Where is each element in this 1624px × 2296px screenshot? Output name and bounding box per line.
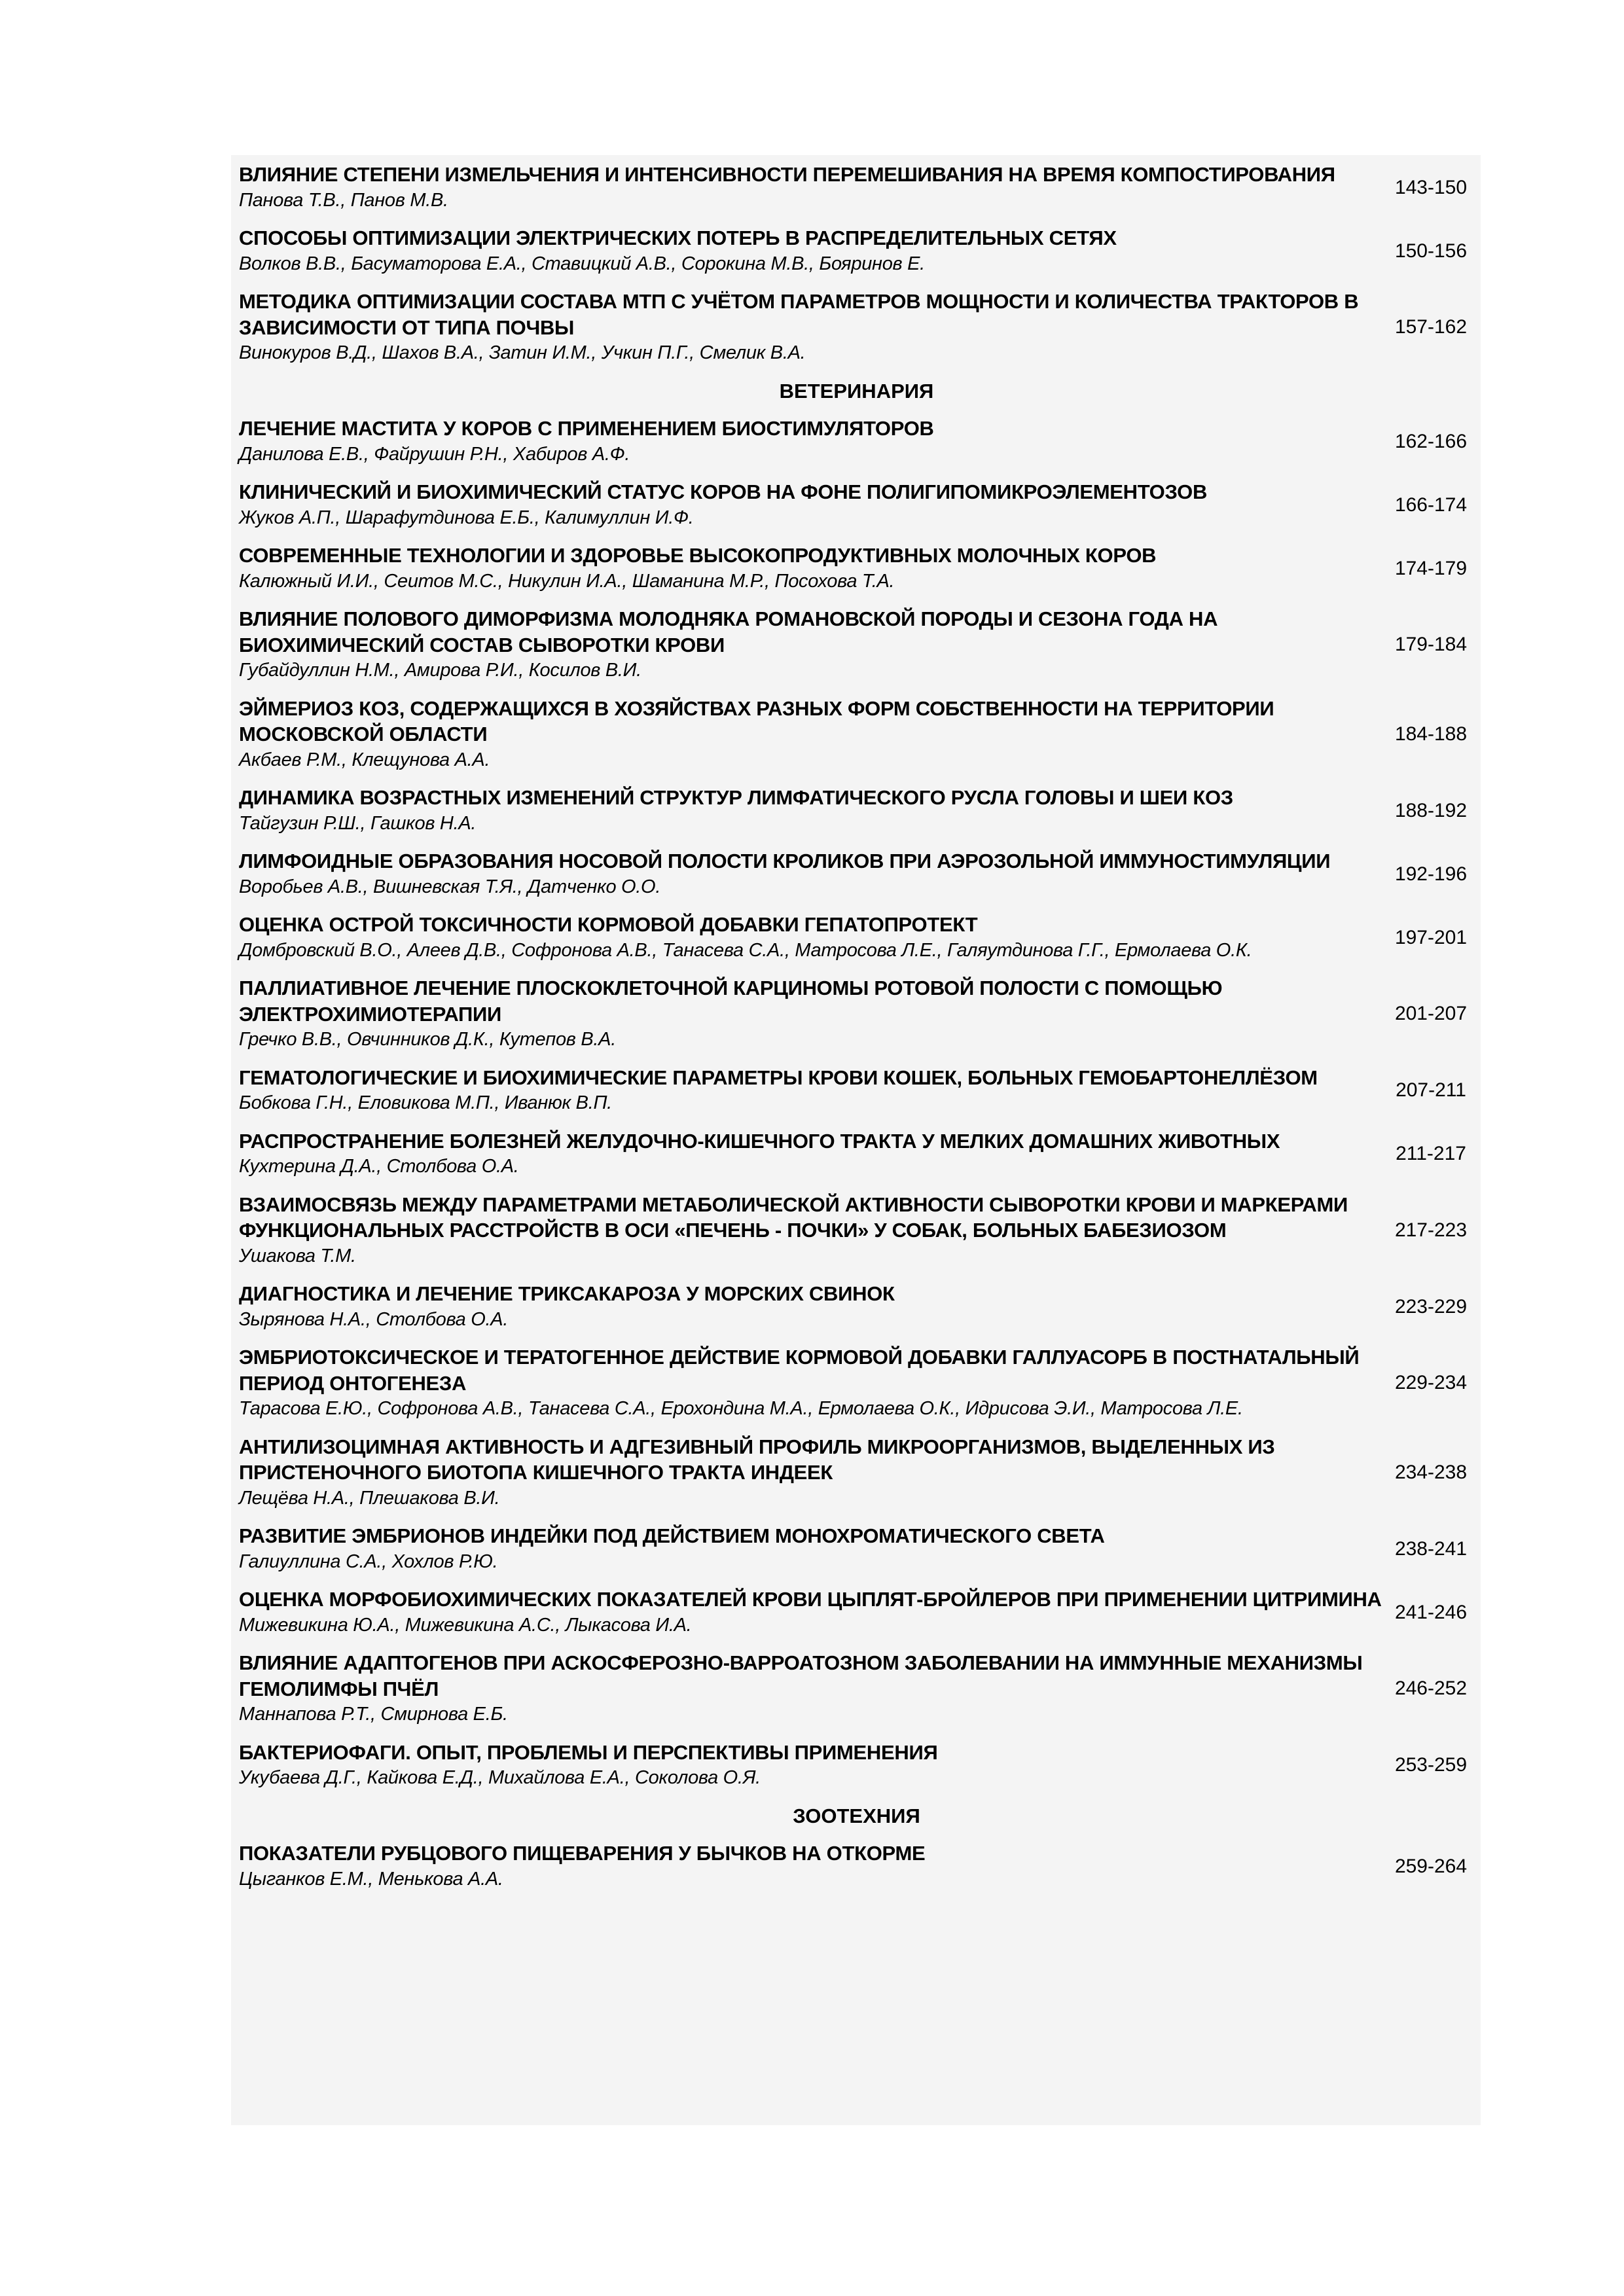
entry-text: [239, 162, 1384, 213]
article-title: ВЛИЯНИЕ СТЕПЕНИ ИЗМЕЛЬЧЕНИЯ И ИНТЕНСИВНОСТИ ПЕРЕМЕШИВАНИЯ НА ВРЕМЯ КОМПОСТИРОВАНИЯ: [239, 163, 1335, 186]
article-authors: Укубаева Д.Г., Кайкова Е.Д., Михайлова Е.А., Соколова О.Я.: [239, 1767, 761, 1788]
entry-text: [239, 1434, 1384, 1512]
article-title: КЛИНИЧЕСКИЙ И БИОХИМИЧЕСКИЙ СТАТУС КОРОВ НА ФОНЕ ПОЛИГИПОМИКРОЭЛЕМЕНТОЗОВ: [239, 480, 1208, 503]
article-title: ВЛИЯНИЕ ПОЛОВОГО ДИМОРФИЗМА МОЛОДНЯКА РОМАНОВСКОЙ ПОРОДЫ И СЕЗОНА ГОДА НА БИОХИМИЧЕСКИЙ СОСТАВ СЫВОРОТКИ КРОВИ: [239, 607, 1218, 656]
article-title: ЛЕЧЕНИЕ МАСТИТА У КОРОВ С ПРИМЕНЕНИЕМ БИОСТИМУЛЯТОРОВ: [239, 417, 934, 440]
article-authors: Кухтерина Д.А., Столбова О.А.: [239, 1156, 519, 1177]
article-authors: Данилова Е.В., Файрушин Р.Н., Хабиров А.Ф.: [239, 443, 630, 465]
table-of-contents: [231, 155, 1481, 2125]
article-title: СОВРЕМЕННЫЕ ТЕХНОЛОГИИ И ЗДОРОВЬЕ ВЫСОКОПРОДУКТИВНЫХ МОЛОЧНЫХ КОРОВ: [239, 544, 1157, 567]
page-range: 207-211: [1396, 1079, 1466, 1101]
article-title: ЛИМФОИДНЫЕ ОБРАЗОВАНИЯ НОСОВОЙ ПОЛОСТИ КРОЛИКОВ ПРИ АЭРОЗОЛЬНОЙ ИММУНОСТИМУЛЯЦИИ: [239, 850, 1331, 872]
toc-entry: [239, 162, 1474, 213]
entry-text: [239, 1065, 1384, 1117]
article-title: ВЗАИМОСВЯЗЬ МЕЖДУ ПАРАМЕТРАМИ МЕТАБОЛИЧЕСКОЙ АКТИВНОСТИ СЫВОРОТКИ КРОВИ И МАРКЕРАМИ ФУНКЦИОНАЛЬНЫХ РАССТРОЙСТВ В ОСИ «ПЕЧЕНЬ - ПОЧКИ» У СОБАК, БОЛЬНЫХ БАБЕЗИОЗОМ: [239, 1193, 1348, 1242]
toc-entry: [239, 1840, 1474, 1892]
entry-text: [239, 1840, 1384, 1892]
entry-text: [239, 912, 1384, 963]
page-range: 229-234: [1394, 1372, 1468, 1394]
article-title: СПОСОБЫ ОПТИМИЗАЦИИ ЭЛЕКТРИЧЕСКИХ ПОТЕРЬ В РАСПРЕДЕЛИТЕЛЬНЫХ СЕТЯХ: [239, 226, 1117, 249]
article-title: РАСПРОСТРАНЕНИЕ БОЛЕЗНЕЙ ЖЕЛУДОЧНО-КИШЕЧНОГО ТРАКТА У МЕЛКИХ ДОМАШНИХ ЖИВОТНЫХ: [239, 1129, 1280, 1153]
article-title: ПОКАЗАТЕЛИ РУБЦОВОГО ПИЩЕВАРЕНИЯ У БЫЧКОВ НА ОТКОРМЕ: [239, 1842, 926, 1865]
entry-text: [239, 696, 1384, 774]
section-heading: ВЕТЕРИНАРИЯ: [779, 379, 934, 403]
toc-entry: [239, 543, 1474, 594]
entry-text: [239, 1587, 1384, 1638]
page-range: 188-192: [1394, 799, 1468, 821]
page-range: 223-229: [1394, 1295, 1468, 1318]
article-authors: Галиуллина С.А., Хохлов Р.Ю.: [239, 1551, 498, 1572]
article-authors: Калюжный И.И., Сеитов М.С., Никулин И.А., Шаманина М.Р., Посохова Т.А.: [239, 570, 895, 592]
page-range: 197-201: [1394, 926, 1468, 948]
article-authors: Зырянова Н.А., Столбова О.А.: [239, 1308, 509, 1330]
article-title: БАКТЕРИОФАГИ. ОПЫТ, ПРОБЛЕМЫ И ПЕРСПЕКТИВЫ ПРИМЕНЕНИЯ: [239, 1740, 938, 1764]
entry-text: [239, 606, 1384, 684]
section-heading: ЗООТЕХНИЯ: [793, 1804, 920, 1827]
article-authors: Маннапова Р.Т., Смирнова Е.Б.: [239, 1704, 508, 1725]
entry-text: [239, 289, 1384, 367]
article-authors: Бобкова Г.Н., Еловикова М.П., Иванюк В.П.: [239, 1092, 612, 1113]
entry-text: [239, 1192, 1384, 1270]
toc-entry: [239, 1192, 1474, 1270]
page-range: 241-246: [1394, 1601, 1468, 1623]
article-title: ВЛИЯНИЕ АДАПТОГЕНОВ ПРИ АСКОСФЕРОЗНО-ВАРРОАТОЗНОМ ЗАБОЛЕВАНИИ НА ИММУННЫЕ МЕХАНИЗМЫ ГЕМОЛИМФЫ ПЧЁЛ: [239, 1651, 1363, 1700]
article-title: ОЦЕНКА ОСТРОЙ ТОКСИЧНОСТИ КОРМОВОЙ ДОБАВКИ ГЕПАТОПРОТЕКТ: [239, 913, 978, 936]
page-range: 162-166: [1394, 430, 1468, 452]
article-title: ГЕМАТОЛОГИЧЕСКИЕ И БИОХИМИЧЕСКИЕ ПАРАМЕТРЫ КРОВИ КОШЕК, БОЛЬНЫХ ГЕМОБАРТОНЕЛЛЁЗОМ: [239, 1066, 1318, 1089]
article-authors: Гречко В.В., Овчинников Д.К., Кутепов В.А.: [239, 1029, 616, 1050]
page-range: 234-238: [1394, 1461, 1468, 1483]
page-range: 192-196: [1394, 863, 1468, 885]
toc-entry: [239, 975, 1474, 1053]
article-authors: Домбровский В.О., Алеев Д.В., Софронова А.В., Танасева С.А., Матросова Л.Е., Галяутдинова Г.Г., Ермолаева О.К.: [239, 939, 1252, 961]
article-authors: Цыганков Е.М., Менькова А.А.: [239, 1868, 503, 1890]
toc-entry: [239, 1344, 1474, 1422]
article-title: РАЗВИТИЕ ЭМБРИОНОВ ИНДЕЙКИ ПОД ДЕЙСТВИЕМ МОНОХРОМАТИЧЕСКОГО СВЕТА: [239, 1524, 1105, 1547]
page-range: 150-156: [1394, 240, 1468, 262]
article-authors: Лещёва Н.А., Плешакова В.И.: [239, 1487, 500, 1509]
toc-entry: [239, 1523, 1474, 1575]
entry-text: [239, 1344, 1384, 1422]
article-authors: Тарасова Е.Ю., Софронова А.В., Танасева С.А., Ерохондина М.А., Ермолаева О.К., Идрисова Э.И., Матросова Л.Е.: [239, 1398, 1243, 1419]
article-authors: Волков В.В., Басуматорова Е.А., Ставицкий А.В., Сорокина М.В., Бояринов Е.: [239, 253, 925, 274]
entry-text: [239, 543, 1384, 594]
article-authors: Тайгузин Р.Ш., Гашков Н.А.: [239, 812, 477, 834]
page-range: 179-184: [1394, 634, 1468, 656]
article-title: ЭЙМЕРИОЗ КОЗ, СОДЕРЖАЩИХСЯ В ХОЗЯЙСТВАХ РАЗНЫХ ФОРМ СОБСТВЕННОСТИ НА ТЕРРИТОРИИ МОСКОВСКОЙ ОБЛАСТИ: [239, 696, 1274, 745]
page-range: 211-217: [1396, 1143, 1466, 1164]
entry-text: [239, 1281, 1384, 1333]
toc-entry: [239, 1587, 1474, 1638]
article-authors: Жуков А.П., Шарафутдинова Е.Б., Калимуллин И.Ф.: [239, 507, 694, 528]
article-authors: Акбаев Р.М., Клещунова А.А.: [239, 749, 490, 770]
page-range: 174-179: [1394, 557, 1468, 579]
article-title: ДИНАМИКА ВОЗРАСТНЫХ ИЗМЕНЕНИЙ СТРУКТУР ЛИМФАТИЧЕСКОГО РУСЛА ГОЛОВЫ И ШЕИ КОЗ: [239, 786, 1233, 809]
entry-text: [239, 1523, 1384, 1575]
toc-entry: [239, 1128, 1474, 1180]
article-authors: Винокуров В.Д., Шахов В.А., Затин И.М., Учкин П.Г., Смелик В.А.: [239, 342, 806, 363]
toc-entry: [239, 1650, 1474, 1728]
toc-entry: [239, 696, 1474, 774]
page-range: 253-259: [1394, 1754, 1468, 1776]
article-authors: Ушакова Т.М.: [239, 1245, 356, 1266]
article-authors: Воробьев А.В., Вишневская Т.Я., Датченко О.О.: [239, 876, 661, 897]
page-range: 201-207: [1394, 1003, 1468, 1025]
toc-entry: [239, 848, 1474, 900]
entry-text: [239, 1650, 1384, 1728]
entry-text: [239, 785, 1384, 836]
toc-entry: [239, 289, 1474, 367]
page-range: 166-174: [1394, 493, 1468, 516]
article-authors: Панова Т.В., Панов М.В.: [239, 189, 448, 211]
toc-entry: [239, 1434, 1474, 1512]
article-title: МЕТОДИКА ОПТИМИЗАЦИИ СОСТАВА МТП С УЧЁТОМ ПАРАМЕТРОВ МОЩНОСТИ И КОЛИЧЕСТВА ТРАКТОРОВ В ЗАВИСИМОСТИ ОТ ТИПА ПОЧВЫ: [239, 290, 1359, 339]
toc-entry: [239, 606, 1474, 684]
article-title: ОЦЕНКА МОРФОБИОХИМИЧЕСКИХ ПОКАЗАТЕЛЕЙ КРОВИ ЦЫПЛЯТ-БРОЙЛЕРОВ ПРИ ПРИМЕНЕНИИ ЦИТРИМИНА: [239, 1588, 1382, 1611]
page-range: 217-223: [1394, 1219, 1468, 1241]
toc-entry: [239, 416, 1474, 467]
toc-entry: [239, 912, 1474, 963]
article-title: ПАЛЛИАТИВНОЕ ЛЕЧЕНИЕ ПЛОСКОКЛЕТОЧНОЙ КАРЦИНОМЫ РОТОВОЙ ПОЛОСТИ С ПОМОЩЬЮ ЭЛЕКТРОХИМИОТЕРАПИИ: [239, 977, 1223, 1026]
toc-entry: [239, 1281, 1474, 1333]
entry-text: [239, 975, 1384, 1053]
toc-entry: [239, 1065, 1474, 1117]
article-authors: Губайдуллин Н.М., Амирова Р.И., Косилов В.И.: [239, 660, 641, 681]
entry-text: [239, 416, 1384, 467]
entry-text: [239, 1740, 1384, 1791]
article-title: ДИАГНОСТИКА И ЛЕЧЕНИЕ ТРИКСАКАРОЗА У МОРСКИХ СВИНОК: [239, 1282, 895, 1305]
article-title: АНТИЛИЗОЦИМНАЯ АКТИВНОСТЬ И АДГЕЗИВНЫЙ ПРОФИЛЬ МИКРООРГАНИЗМОВ, ВЫДЕЛЕННЫХ ИЗ ПРИСТЕНОЧНОГО БИОТОПА КИШЕЧНОГО ТРАКТА ИНДЕЕК: [239, 1435, 1275, 1484]
article-authors: Мижевикина Ю.А., Мижевикина А.С., Лыкасова И.А.: [239, 1614, 692, 1636]
entry-text: [239, 225, 1384, 277]
entry-text: [239, 1128, 1384, 1180]
page-range: 157-162: [1394, 316, 1468, 338]
toc-entry: [239, 225, 1474, 277]
page-range: 259-264: [1394, 1855, 1468, 1877]
page-range: 143-150: [1394, 176, 1468, 198]
page-range: 246-252: [1394, 1677, 1468, 1700]
entry-text: [239, 479, 1384, 531]
toc-entry: [239, 479, 1474, 531]
entry-text: [239, 848, 1384, 900]
article-title: ЭМБРИОТОКСИЧЕСКОЕ И ТЕРАТОГЕННОЕ ДЕЙСТВИЕ КОРМОВОЙ ДОБАВКИ ГАЛЛУАСОРБ В ПОСТНАТАЛЬНЫЙ ПЕРИОД ОНТОГЕНЕЗА: [239, 1346, 1360, 1395]
page-range: 238-241: [1394, 1537, 1468, 1560]
toc-entry: [239, 785, 1474, 836]
page-range: 184-188: [1394, 723, 1468, 745]
toc-entry: [239, 1740, 1474, 1791]
